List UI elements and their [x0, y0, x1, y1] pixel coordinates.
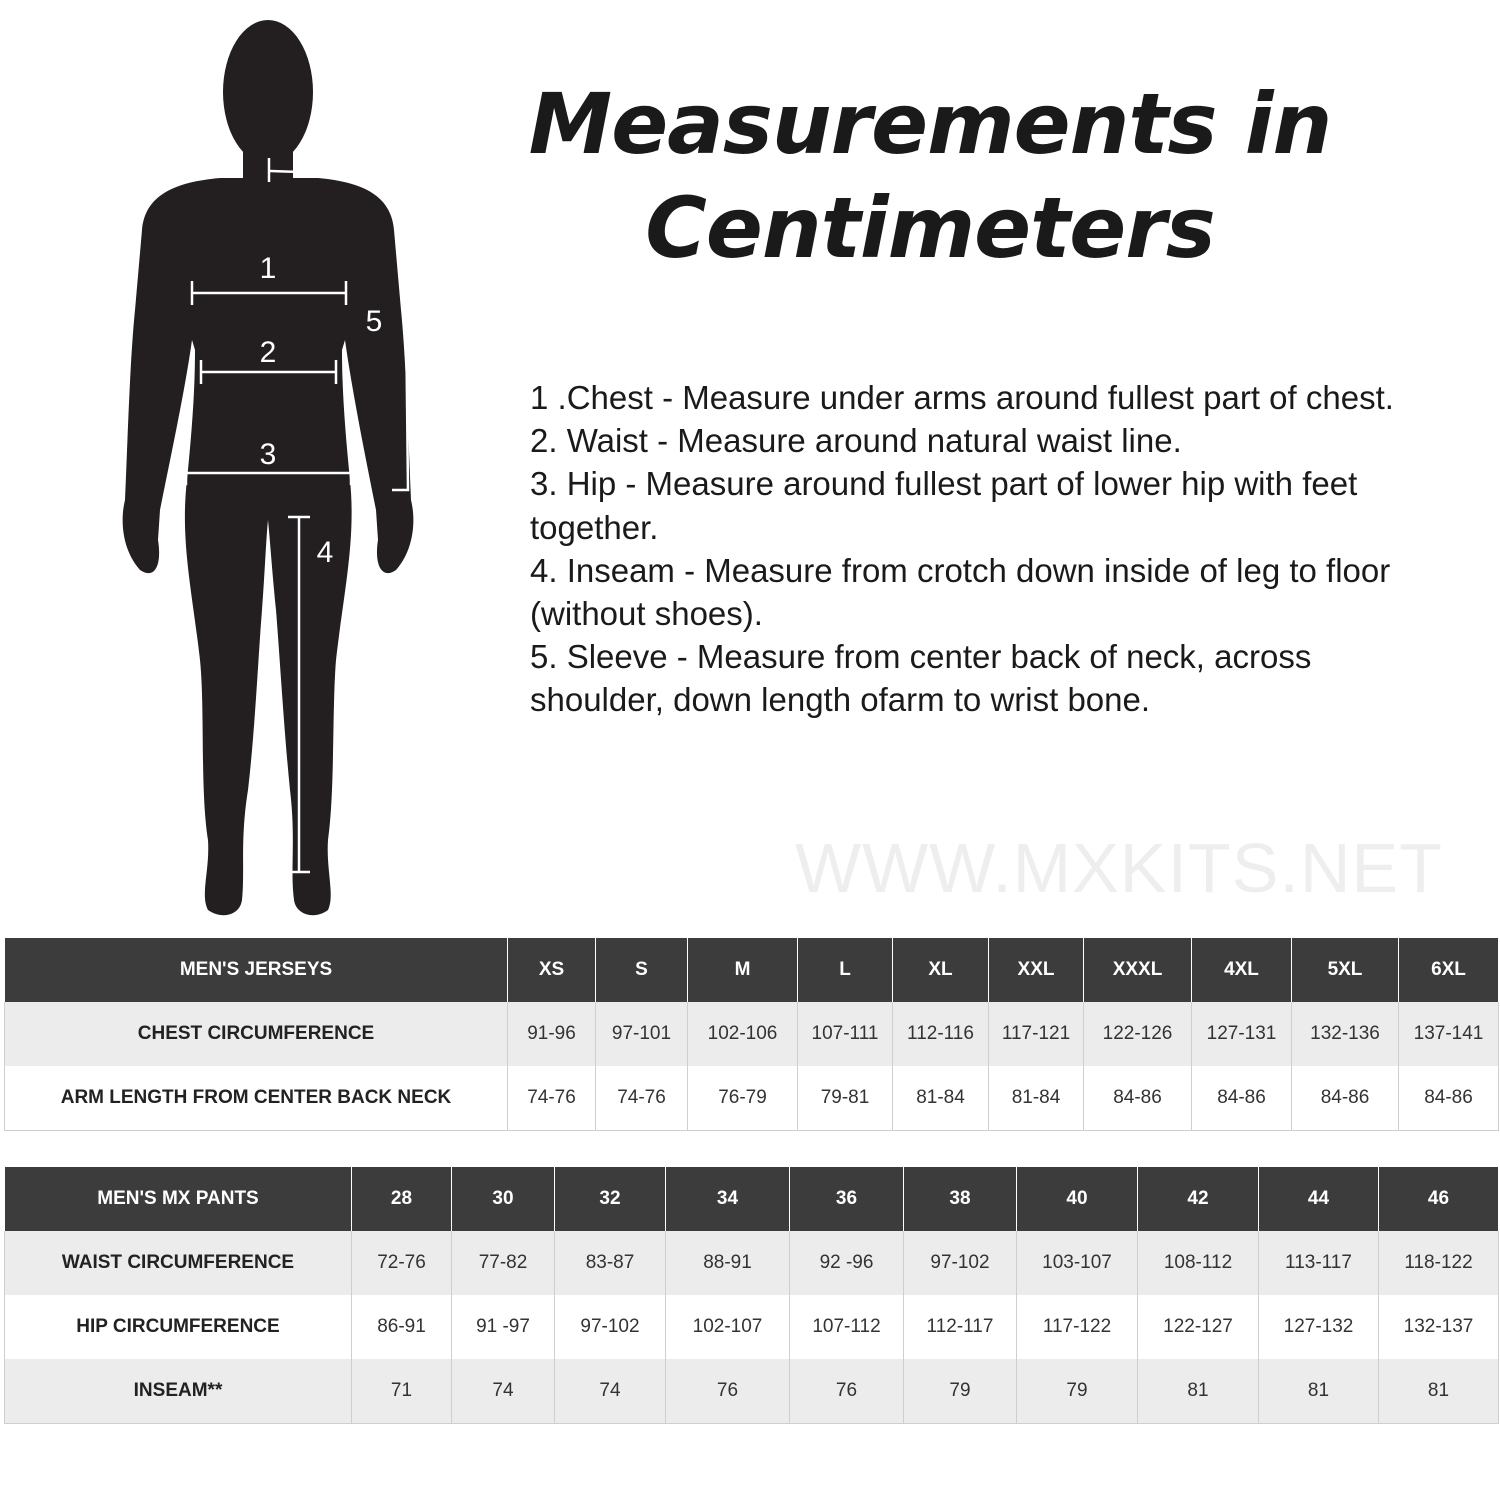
table-cell: 103-107: [1017, 1231, 1138, 1295]
table-cell: 117-121: [989, 1002, 1084, 1066]
table-cell: 112-116: [893, 1002, 989, 1066]
table-row: [5, 1002, 1499, 1066]
table-cell: 79-81: [798, 1066, 893, 1131]
size-header: XS: [508, 938, 596, 1002]
row-label: INSEAM**: [5, 1359, 352, 1424]
table-cell: 92 -96: [790, 1231, 904, 1295]
table-cell: 84-86: [1084, 1066, 1192, 1131]
table-header-row: [5, 938, 1499, 1002]
size-header: 4XL: [1192, 938, 1292, 1002]
label-inseam-number: 4: [316, 536, 334, 569]
row-label: CHEST CIRCUMFERENCE: [5, 1002, 508, 1066]
size-header: L: [798, 938, 893, 1002]
table-cell: 81-84: [989, 1066, 1084, 1131]
table-cell: 122-126: [1084, 1002, 1192, 1066]
table-cell: 86-91: [352, 1295, 452, 1359]
table-cell: 81-84: [893, 1066, 989, 1131]
size-header: 32: [555, 1167, 666, 1231]
instruction-chest: 1 .Chest - Measure under arms around fullest part of chest.: [530, 379, 1394, 416]
size-header: 38: [904, 1167, 1017, 1231]
table-cell: 107-112: [790, 1295, 904, 1359]
table-cell: 77-82: [452, 1231, 555, 1295]
row-label: WAIST CIRCUMFERENCE: [5, 1231, 352, 1295]
label-waist-number: 2: [259, 336, 277, 369]
table-cell: 79: [904, 1359, 1017, 1424]
size-header: 42: [1138, 1167, 1259, 1231]
size-header: 46: [1379, 1167, 1499, 1231]
table-cell: 108-112: [1138, 1231, 1259, 1295]
label-hip-number: 3: [259, 438, 277, 471]
table-row: [5, 1359, 1499, 1424]
instruction-sleeve: 5. Sleeve - Measure from center back of neck, across shoulder, down length ofarm to wrist bone.: [530, 638, 1312, 719]
table-cell: 83-87: [555, 1231, 666, 1295]
table-cell: 74-76: [596, 1066, 688, 1131]
label-chest-number: 1: [259, 252, 277, 285]
measurement-instructions: [530, 376, 1430, 722]
table-cell: 71: [352, 1359, 452, 1424]
table-cell: 91 -97: [452, 1295, 555, 1359]
table-cell: 74: [555, 1359, 666, 1424]
table-cell: 127-131: [1192, 1002, 1292, 1066]
size-header: 44: [1259, 1167, 1379, 1231]
size-header: XL: [893, 938, 989, 1002]
table-cell: 88-91: [666, 1231, 790, 1295]
pants-size-table: [4, 1167, 1499, 1424]
table-title: MEN'S JERSEYS: [5, 938, 508, 1002]
row-label: ARM LENGTH FROM CENTER BACK NECK: [5, 1066, 508, 1131]
table-cell: 117-122: [1017, 1295, 1138, 1359]
label-sleeve-number: 5: [365, 305, 383, 338]
body-silhouette: [100, 10, 440, 920]
table-row: [5, 1231, 1499, 1295]
instruction-hip: 3. Hip - Measure around fullest part of lower hip with feet together.: [530, 465, 1358, 546]
table-cell: 91-96: [508, 1002, 596, 1066]
table-cell: 81: [1379, 1359, 1499, 1424]
table-row: [5, 1066, 1499, 1131]
size-header: 30: [452, 1167, 555, 1231]
table-cell: 97-102: [904, 1231, 1017, 1295]
size-header: XXXL: [1084, 938, 1192, 1002]
title-line-1: Measurements in: [528, 75, 1332, 173]
size-header: 34: [666, 1167, 790, 1231]
body-measurement-figure: [100, 10, 440, 920]
table-cell: 132-136: [1292, 1002, 1399, 1066]
table-cell: 76: [790, 1359, 904, 1424]
size-header: 40: [1017, 1167, 1138, 1231]
table-cell: 118-122: [1379, 1231, 1499, 1295]
size-header: XXL: [989, 938, 1084, 1002]
table-cell: 84-86: [1399, 1066, 1499, 1131]
row-label: HIP CIRCUMFERENCE: [5, 1295, 352, 1359]
instruction-inseam: 4. Inseam - Measure from crotch down inside of leg to floor (without shoes).: [530, 551, 1391, 633]
table-cell: 102-106: [688, 1002, 798, 1066]
table-cell: 102-107: [666, 1295, 790, 1359]
table-cell: 137-141: [1399, 1002, 1499, 1066]
title-line-2: Centimeters: [645, 179, 1215, 277]
table-title: MEN'S MX PANTS: [5, 1167, 352, 1231]
table-cell: 79: [1017, 1359, 1138, 1424]
table-cell: 76: [666, 1359, 790, 1424]
size-header: 6XL: [1399, 938, 1499, 1002]
size-header: M: [688, 938, 798, 1002]
table-cell: 81: [1138, 1359, 1259, 1424]
table-cell: 122-127: [1138, 1295, 1259, 1359]
table-cell: 84-86: [1192, 1066, 1292, 1131]
size-header: 36: [790, 1167, 904, 1231]
table-cell: 113-117: [1259, 1231, 1379, 1295]
table-cell: 72-76: [352, 1231, 452, 1295]
jerseys-size-table: [4, 938, 1499, 1131]
size-header: 5XL: [1292, 938, 1399, 1002]
instruction-waist: 2. Waist - Measure around natural waist line.: [530, 422, 1182, 460]
size-header: S: [596, 938, 688, 1002]
page-title: [520, 72, 1340, 280]
table-cell: 84-86: [1292, 1066, 1399, 1131]
table-row: [5, 1295, 1499, 1359]
table-cell: 112-117: [904, 1295, 1017, 1359]
table-cell: 74-76: [508, 1066, 596, 1131]
table-header-row: [5, 1167, 1499, 1231]
table-cell: 74: [452, 1359, 555, 1424]
table-cell: 127-132: [1259, 1295, 1379, 1359]
table-cell: 97-101: [596, 1002, 688, 1066]
table-cell: 107-111: [798, 1002, 893, 1066]
table-cell: 132-137: [1379, 1295, 1499, 1359]
table-cell: 97-102: [555, 1295, 666, 1359]
watermark: WWW.MXKITS.NET: [795, 829, 1443, 907]
table-cell: 81: [1259, 1359, 1379, 1424]
size-header: 28: [352, 1167, 452, 1231]
table-cell: 76-79: [688, 1066, 798, 1131]
